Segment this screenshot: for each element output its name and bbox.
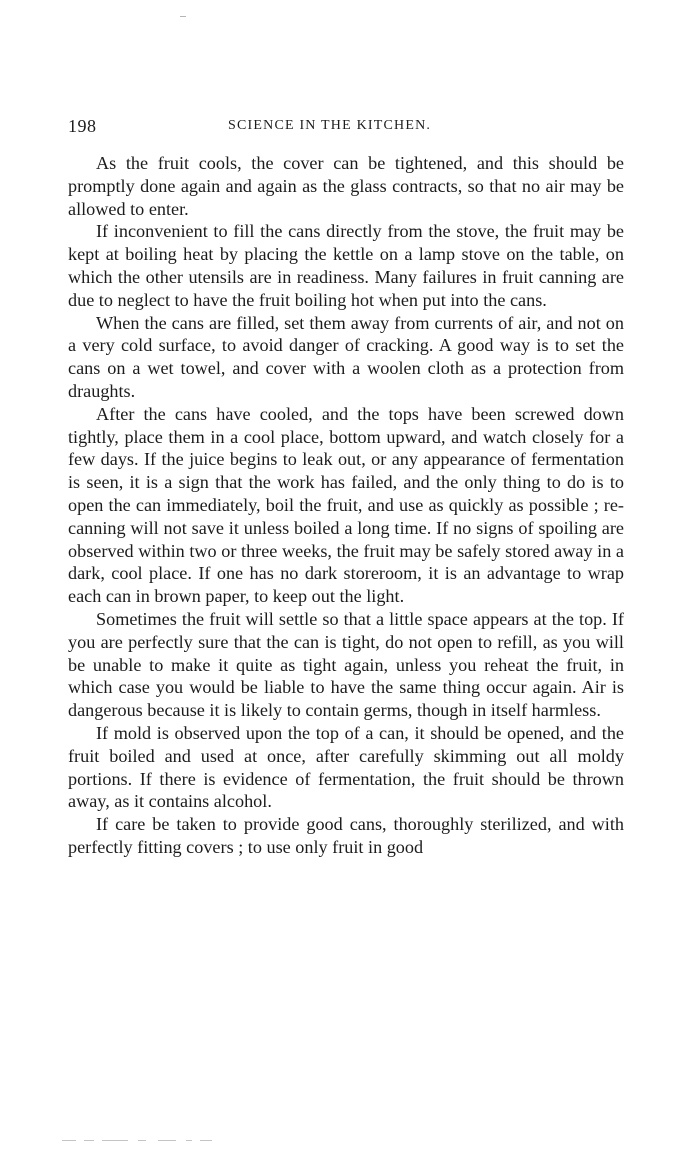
scan-artifacts bbox=[62, 1137, 232, 1145]
paragraph: If inconvenient to fill the cans directly from the stove, the fruit may be kept at boiling heat by placing the kettle on a lamp stove on the table, on which the other utensils are in readiness. Many failures in fruit canning are due to neglect to have the fruit boiling hot when put into the cans. bbox=[68, 221, 624, 310]
paragraph: As the fruit cools, the cover can be tightened, and this should be promptly done again and again as the glass contracts, so that no air may be allowed to enter. bbox=[68, 153, 624, 219]
running-head: SCIENCE IN THE KITCHEN. bbox=[228, 118, 432, 133]
paragraph: If mold is observed upon the top of a can, it should be opened, and the fruit boiled and used at once, after carefully skimming out all moldy portions. If there is evidence of fermentation, the fruit should be thrown away, as it contains alcohol. bbox=[68, 722, 624, 812]
page-header bbox=[68, 116, 624, 140]
paragraph: After the cans have cooled, and the tops have been screwed down tightly, place them in a cool place, bottom upward, and watch closely for a few days. If the juice begins to leak out, or any appearance of fermentation is seen, it is a sign that the work has failed, and the only thing to do is to open the can immediately, boil the fruit, and use as quickly as possible ; re-canning will not save it unless boiled a long time. If no signs of spoiling are observed within two or three weeks, the fruit may be safely stored away in a dark, cool place. If one has no dark storeroom, it is an advantage to wrap each can in brown paper, to keep out the light. bbox=[68, 403, 624, 607]
paragraph: When the cans are filled, set them away from currents of air, and not on a very cold surface, to avoid danger of cracking. A good way is to set the cans on a wet towel, and cover with a woolen cloth as a protection from draughts. bbox=[68, 312, 624, 401]
paragraph: Sometimes the fruit will settle so that a little space appears at the top. If you are perfectly sure that the can is tight, do not open to refill, as you will be unable to make it quite as tight again, unless you reheat the fruit, in which case you would be liable to have the same thing occur again. Air is dangerous because it is likely to contain germs, though in itself harmless. bbox=[68, 608, 624, 721]
scan-mark bbox=[180, 16, 186, 17]
page-number: 198 bbox=[68, 116, 97, 136]
paragraph: If care be taken to provide good cans, thoroughly sterilized, and with perfectly fitting covers ; to use only fruit in good bbox=[68, 814, 624, 857]
body-text bbox=[68, 152, 624, 859]
